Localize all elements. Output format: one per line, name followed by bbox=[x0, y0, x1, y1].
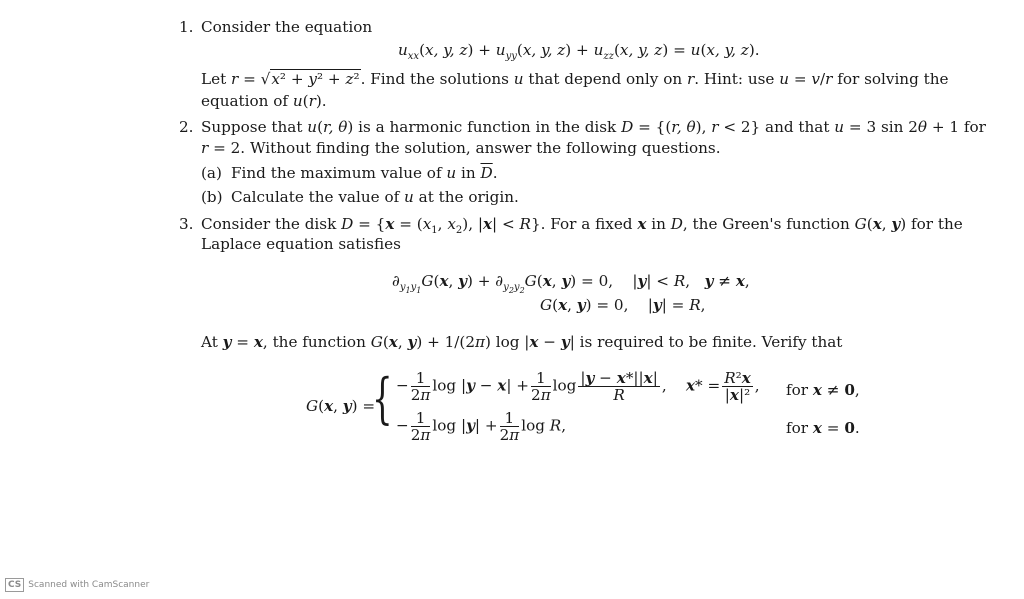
problem-2-part-a-label: (a) bbox=[201, 164, 222, 182]
green-case-2: − $\frac{1}{2\pi}$ log |y| + $\frac{1}{2\pi}$ log R, bbox=[396, 409, 567, 444]
problem-1-equation: $u_{xx}(x$, y, $z) + u_{yy}(x$, y, $z) + u_{zz}(x$, y, z) = u(x, y, z). bbox=[398, 41, 760, 63]
problem-1-line2: Let r = √x² + y² + z². Find the solutions u that depend only on r. Hint: use u = v/r for solving the bbox=[201, 70, 949, 88]
problem-2-line1: Suppose that u(r, θ) is a harmonic function in the disk D = {(r, θ), r < 2} and that u = 3 sin 2θ + 1 for bbox=[201, 118, 986, 136]
green-case-1-condition: for x ≠ 0, bbox=[786, 381, 860, 399]
problem-2-line2: r = 2. Without finding the solution, answer the following questions. bbox=[201, 139, 721, 157]
problem-2-part-b: Calculate the value of u at the origin. bbox=[231, 188, 519, 206]
green-system-line2: G(x, y) = 0, |y| = R, bbox=[540, 296, 706, 314]
left-brace: { bbox=[372, 367, 393, 430]
green-system-line1: $\partial_{y_1y_1}G(x$, $y) + \partial_{y_2y_2}G(x$, y) = 0, |y| < R, y ≠ x, bbox=[392, 272, 750, 296]
problem-2-part-b-label: (b) bbox=[201, 188, 223, 206]
problem-3-line1: Consider the disk $D = \{x = (x_1$, $x_2$), |x| < R}. For a fixed x in D, the Green's function G(x, y) for the bbox=[201, 215, 963, 237]
camscanner-text: Scanned with CamScanner bbox=[28, 580, 150, 590]
problem-1-line3: equation of u(r). bbox=[201, 92, 327, 110]
problem-2-number: 2. bbox=[179, 118, 194, 136]
green-case-1: − $\frac{1}{2\pi}$ log |y − x| + $\frac{1}{2\pi}$ log $\frac{|y - x*||x|}{R}$ , x* = $\frac{\text{R²x}}{\text{|x|²}}$ , bbox=[396, 369, 760, 404]
camscanner-watermark bbox=[5, 578, 149, 592]
problem-2-part-a: Find the maximum value of u in $\overline{D}$. bbox=[231, 164, 498, 182]
green-function-lhs: G(x, y) = bbox=[306, 397, 376, 415]
problem-3-number: 3. bbox=[179, 215, 194, 233]
problem-3-finite-line: At y = x, the function G(x, y) + 1/(2π) log |x − y| is required to be finite. Verify that bbox=[201, 333, 843, 351]
camscanner-logo: CS bbox=[5, 578, 24, 592]
problem-1-intro: Consider the equation bbox=[201, 18, 373, 36]
problem-1-number: 1. bbox=[179, 18, 194, 36]
problem-3-line2: Laplace equation satisfies bbox=[201, 235, 401, 253]
green-case-2-condition: for x = 0. bbox=[786, 419, 860, 437]
